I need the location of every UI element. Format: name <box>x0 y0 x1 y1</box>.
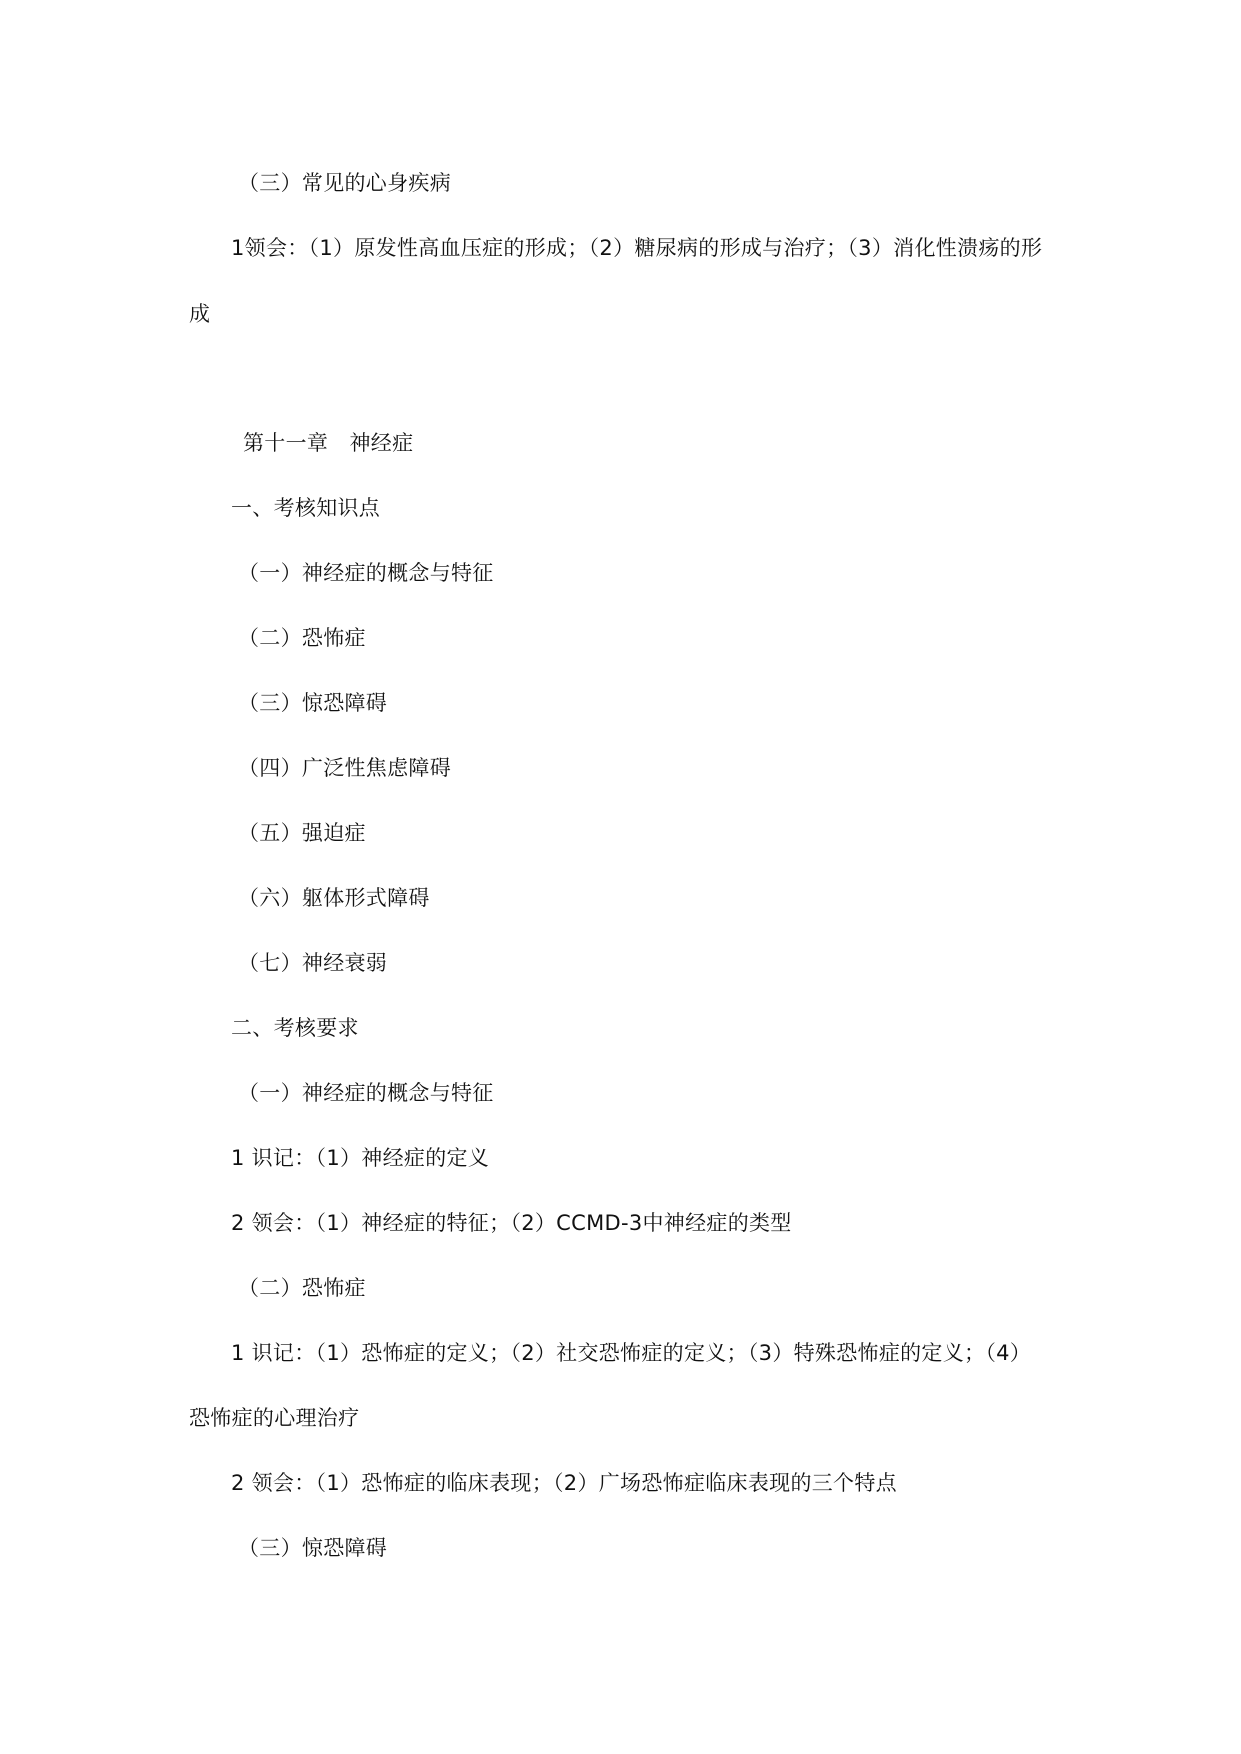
list-item: （一）神经症的概念与特征 <box>238 561 494 585</box>
section-heading: 一、考核知识点 <box>231 496 381 520</box>
subsection-heading: （一）神经症的概念与特征 <box>238 1081 494 1105</box>
body-line: 2 领会：（1）恐怖症的临床表现；（2）广场恐怖症临床表现的三个特点 <box>231 1471 897 1495</box>
body-line: 1 识记：（1）恐怖症的定义；（2）社交恐怖症的定义；（3）特殊恐怖症的定义；（4） <box>231 1341 1032 1365</box>
list-item: （五）强迫症 <box>238 821 366 845</box>
body-line: 1 识记：（1）神经症的定义 <box>231 1146 490 1170</box>
subsection-heading: （二）恐怖症 <box>238 1276 366 1300</box>
chapter-title: 第十一章 神经症 <box>243 431 414 455</box>
list-item: （四）广泛性焦虑障碍 <box>238 756 451 780</box>
list-item: （二）恐怖症 <box>238 626 366 650</box>
section-heading: 二、考核要求 <box>231 1016 359 1040</box>
body-line-continuation: 成 <box>189 302 211 326</box>
body-line: 2 领会：（1）神经症的特征；（2）CCMD-3中神经症的类型 <box>231 1211 792 1235</box>
body-line-continuation: 恐怖症的心理治疗 <box>189 1406 360 1430</box>
list-item: （六）躯体形式障碍 <box>238 886 430 910</box>
list-item: （七）神经衰弱 <box>238 951 388 975</box>
list-item: （三）惊恐障碍 <box>238 691 388 715</box>
body-line: 1领会：（1）原发性高血压症的形成；（2）糖尿病的形成与治疗；（3）消化性溃疡的形 <box>231 236 1043 260</box>
subsection-heading: （三）惊恐障碍 <box>238 1536 388 1560</box>
section-heading: （三）常见的心身疾病 <box>238 171 451 195</box>
